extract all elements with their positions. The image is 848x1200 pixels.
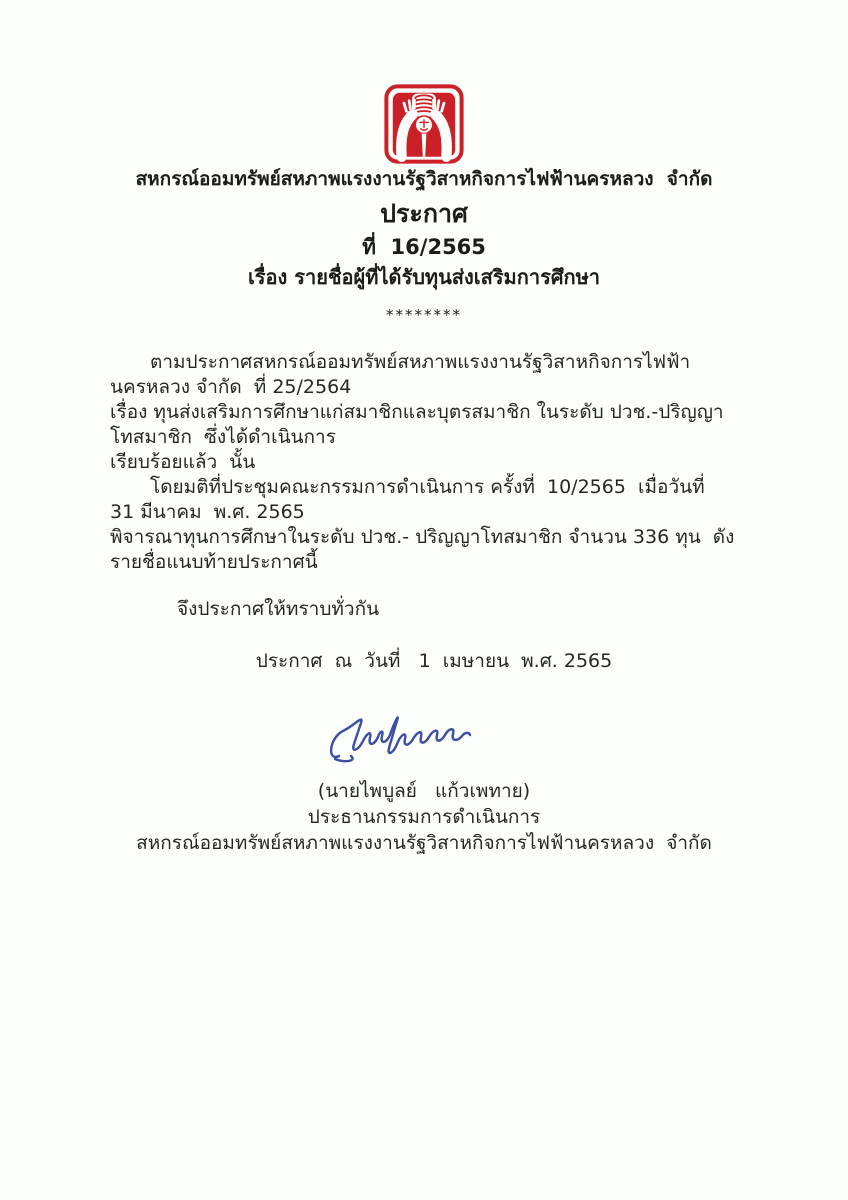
signature-ink <box>323 702 493 768</box>
announce-date-line: ประกาศ ณ วันที่ 1 เมษายน พ.ศ. 2565 <box>255 650 613 672</box>
paragraph1-line1: ตามประกาศสหกรณ์ออมทรัพย์สหภาพแรงงานรัฐวิสาหกิจการไฟฟ้านครหลวง จำกัด ที่ 25/2564 <box>110 351 691 398</box>
document-number: ที่ 16/2565 <box>362 235 486 259</box>
cooperative-logo-icon <box>382 84 466 164</box>
asterisk-divider: ******** <box>386 306 462 324</box>
paragraph1-line3: เรียบร้อยแล้ว นั้น <box>110 451 256 473</box>
signer-organization: สหกรณ์ออมทรัพย์สหภาพแรงงานรัฐวิสาหกิจการไฟฟ้านครหลวง จำกัด <box>136 832 712 854</box>
document-body <box>0 350 848 674</box>
signature-svg <box>323 702 493 768</box>
document-type-title: ประกาศ <box>380 199 468 228</box>
closing-statement: จึงประกาศให้ทราบทั่วกัน <box>177 598 380 620</box>
signature-block <box>0 702 848 856</box>
signer-name: (นายไพบูลย์ แก้วเพทาย) <box>317 780 531 802</box>
document-subject: เรื่อง รายชื่อผู้ที่ได้รับทุนส่งเสริมการศึกษา <box>247 265 601 289</box>
paragraph2-line2: พิจารณาทุนการศึกษาในระดับ ปวช.- ปริญญาโทสมาชิก จำนวน 336 ทุน ดังรายชื่อแนบท้ายประกาศนี้ <box>110 526 735 573</box>
organization-name: สหกรณ์ออมทรัพย์สหภาพแรงงานรัฐวิสาหกิจการไฟฟ้านครหลวง จำกัด <box>135 168 713 190</box>
cooperative-logo-svg <box>382 84 466 164</box>
paragraph2-line1: โดยมติที่ประชุมคณะกรรมการดำเนินการ ครั้งที่ 10/2565 เมื่อวันที่ 31 มีนาคม พ.ศ. 2565 <box>110 476 717 523</box>
paragraph1-line2: เรื่อง ทุนส่งเสริมการศึกษาแก่สมาชิกและบุตรสมาชิก ในระดับ ปวช.-ปริญญาโทสมาชิก ซึ่งได้ดำเนินการ <box>110 401 724 448</box>
signer-title: ประธานกรรมการดำเนินการ <box>307 806 541 828</box>
